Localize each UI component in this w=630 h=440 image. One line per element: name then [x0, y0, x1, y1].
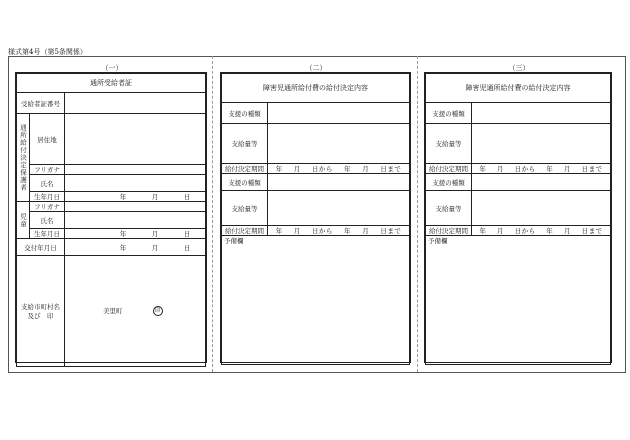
- seal-icon: 印: [153, 306, 163, 316]
- period-label: 給付決定期間: [222, 164, 268, 174]
- panel-number-2: （二）: [305, 64, 327, 72]
- child-name-label: 氏名: [30, 212, 65, 229]
- guardian-furigana-field[interactable]: [65, 165, 206, 175]
- remarks-field[interactable]: [426, 236, 611, 365]
- child-furigana-field[interactable]: [65, 202, 206, 212]
- remarks-label: 予備欄: [428, 237, 448, 245]
- guardian-name-field[interactable]: [65, 175, 206, 192]
- support-amount-field[interactable]: [472, 191, 611, 226]
- support-type-field[interactable]: [268, 174, 410, 191]
- decision-panel-3: [424, 72, 612, 363]
- support-type-field[interactable]: [268, 103, 410, 124]
- support-amount-label: 支給量等: [426, 124, 472, 164]
- child-name-field[interactable]: [65, 212, 206, 229]
- child-birth-field[interactable]: 年 月 日: [65, 229, 206, 239]
- panel-number-1: （一）: [101, 64, 123, 72]
- period-field[interactable]: 年 月 日から 年 月 日まで: [472, 226, 611, 236]
- support-amount-label: 支給量等: [222, 124, 268, 164]
- period-field[interactable]: 年 月 日から 年 月 日まで: [268, 164, 410, 174]
- support-type-label: 支援の種類: [222, 103, 268, 124]
- municipality-name: 美里町: [103, 307, 123, 315]
- child-label: 児童: [17, 202, 30, 239]
- cert-number-field[interactable]: [65, 93, 206, 114]
- issue-date-field[interactable]: 年 月 日: [65, 239, 206, 256]
- support-type-label: 支援の種類: [222, 174, 268, 191]
- support-amount-field[interactable]: [472, 124, 611, 164]
- decision-title: 障害児通所給付費の給付決定内容: [426, 74, 611, 103]
- guardian-birth-field[interactable]: 年 月 日: [65, 192, 206, 202]
- guardian-birth-label: 生年月日: [30, 192, 65, 202]
- period-label: 給付決定期間: [426, 164, 472, 174]
- support-type-field[interactable]: [472, 103, 611, 124]
- address-field[interactable]: [65, 114, 206, 165]
- support-amount-label: 支給量等: [222, 191, 268, 226]
- support-type-label: 支援の種類: [426, 174, 472, 191]
- address-label: 居住地: [30, 114, 65, 165]
- certificate-title: 通所受給者証: [17, 74, 206, 93]
- child-furigana-label: フリガナ: [30, 202, 65, 212]
- support-type-field[interactable]: [472, 174, 611, 191]
- period-label: 給付決定期間: [426, 226, 472, 236]
- municipality-field: [65, 256, 206, 367]
- period-field[interactable]: 年 月 日から 年 月 日まで: [268, 226, 410, 236]
- form-caption: 様式第4号（第5条関係）: [8, 48, 87, 56]
- guardian-furigana-label: フリガナ: [30, 165, 65, 175]
- support-amount-field[interactable]: [268, 191, 410, 226]
- support-amount-label: 支給量等: [426, 191, 472, 226]
- period-field[interactable]: 年 月 日から 年 月 日まで: [472, 164, 611, 174]
- child-birth-label: 生年月日: [30, 229, 65, 239]
- panel-divider: [212, 56, 213, 372]
- support-type-label: 支援の種類: [426, 103, 472, 124]
- guardian-label: 通所給付決定保護者: [17, 114, 30, 202]
- period-label: 給付決定期間: [222, 226, 268, 236]
- decision-title: 障害児通所給付費の給付決定内容: [222, 74, 410, 103]
- cert-number-label: 受給者証番号: [17, 93, 65, 114]
- remarks-label: 予備欄: [224, 237, 244, 245]
- decision-panel-2: [220, 72, 411, 363]
- guardian-name-label: 氏名: [30, 175, 65, 192]
- municipality-label: 支給市町村名 及び 印: [17, 256, 65, 367]
- panel-number-3: （三）: [508, 64, 530, 72]
- issue-date-label: 交付年月日: [17, 239, 65, 256]
- support-amount-field[interactable]: [268, 124, 410, 164]
- panel-divider: [417, 56, 418, 372]
- certificate-panel: [15, 72, 207, 363]
- remarks-field[interactable]: [222, 236, 410, 365]
